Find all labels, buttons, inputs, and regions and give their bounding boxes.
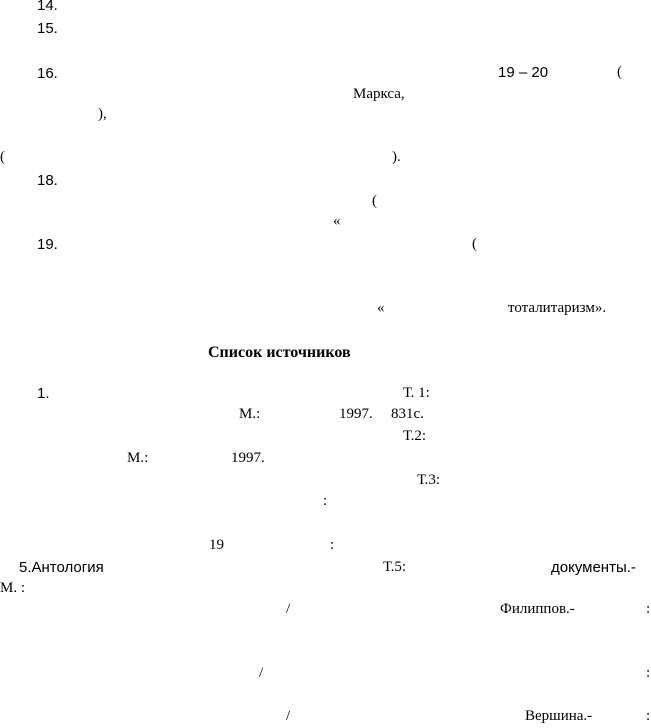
source-1-volume-1: Т. 1: xyxy=(403,385,430,401)
list-number-19: 19. xyxy=(37,236,58,253)
sources-heading: Список источников xyxy=(208,344,351,361)
source-1-year-1: 1997. xyxy=(339,406,373,422)
item19-open-quote: « xyxy=(377,300,385,316)
source-5-label: 5.Антология xyxy=(19,559,104,576)
source-1-year-2: 1997. xyxy=(231,450,265,466)
source-5-city: М. : xyxy=(0,580,26,596)
item16-open-paren: ( xyxy=(617,64,622,80)
item19-totalitarianism: тоталитаризм». xyxy=(508,300,607,316)
source-7-slash: / xyxy=(259,665,264,681)
source-6-author: Филиппов.- xyxy=(500,601,575,617)
item17-close-paren: ). xyxy=(392,149,401,165)
list-number-16: 16. xyxy=(37,65,58,82)
source-4-colon: : xyxy=(330,537,335,553)
item18-open-quote: « xyxy=(333,213,341,229)
item16-marx: Маркса, xyxy=(353,86,405,102)
source-6-slash: / xyxy=(286,601,291,617)
item17-open-paren: ( xyxy=(0,149,5,165)
source-1-city-1: М.: xyxy=(239,406,261,422)
list-number-14: 14. xyxy=(37,0,58,14)
source-1-colon-3: : xyxy=(323,493,328,509)
source-8-colon: : xyxy=(646,708,651,724)
source-7-colon: : xyxy=(646,665,651,681)
source-6-colon: : xyxy=(646,601,651,617)
source-8-slash: / xyxy=(286,708,291,724)
source-1-city-2: М.: xyxy=(127,450,149,466)
source-8-author: Вершина.- xyxy=(525,708,593,724)
source-1-volume-2: Т.2: xyxy=(403,428,427,444)
list-number-18: 18. xyxy=(37,172,58,189)
source-4-century: 19 xyxy=(209,537,224,553)
item16-years: 19 – 20 xyxy=(498,64,549,81)
source-1-volume-3: Т.3: xyxy=(417,472,441,488)
source-1-number: 1. xyxy=(37,385,50,402)
item16-close-paren: ), xyxy=(98,106,107,122)
source-5-documents: документы.- xyxy=(551,559,636,576)
source-1-pages-1: 831с. xyxy=(391,406,424,422)
item19-open-paren: ( xyxy=(472,236,477,252)
list-number-15: 15. xyxy=(37,20,58,37)
source-5-volume: Т.5: xyxy=(383,559,407,575)
item18-open-paren: ( xyxy=(372,193,377,209)
